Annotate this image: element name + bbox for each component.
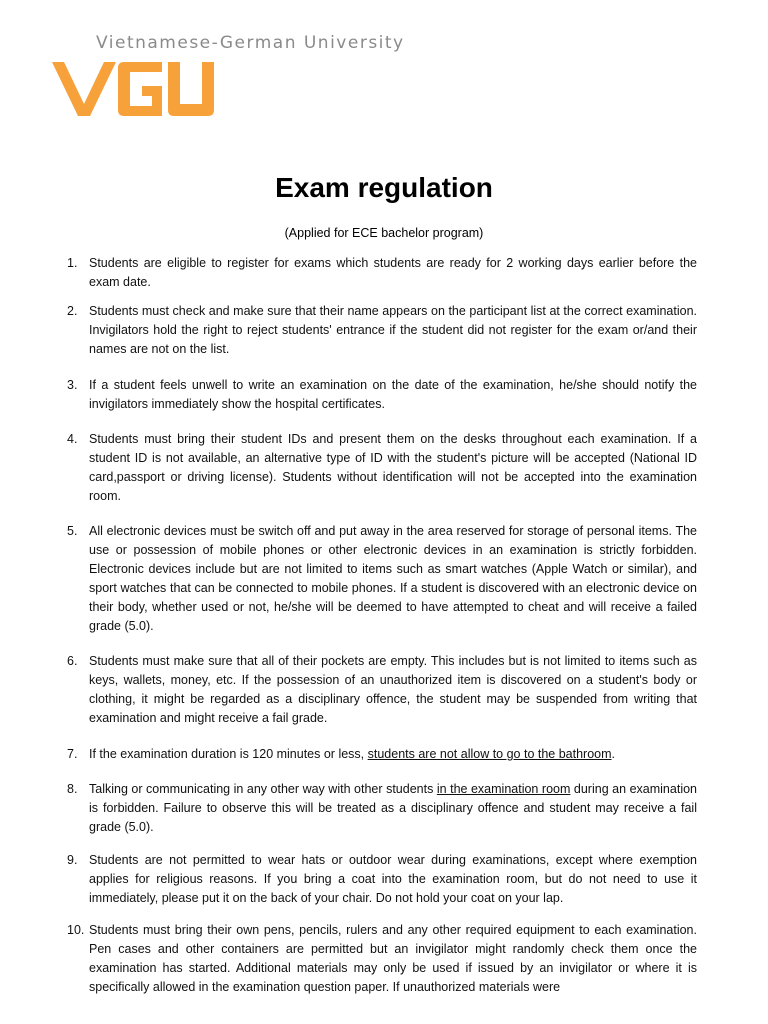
item-text: Students are eligible to register for exams which students are ready for 2 working days earlier before the exam date. <box>89 256 697 289</box>
regulation-item-3 <box>67 376 697 414</box>
university-name: Vietnamese-German University <box>96 33 405 53</box>
item-number: 5. <box>67 524 78 538</box>
item-number: 8. <box>67 782 78 796</box>
item-text: If a student feels unwell to write an examination on the date of the examination, he/she should notify the invigilators immediately show the hospital certificates. <box>89 378 697 411</box>
document-title: Exam regulation <box>275 172 493 203</box>
regulation-item-9 <box>67 851 697 908</box>
regulation-item-5 <box>67 522 697 636</box>
item-number: 9. <box>67 853 78 867</box>
item-text-part: during an examination is forbidden. Failure to observe this will be treated as a disciplinary offence and student may receive a fail grade (5.0). <box>89 782 697 834</box>
item-number: 10. <box>67 923 85 937</box>
item-text: Students are not permitted to wear hats or outdoor wear during examinations, except where exemption applies for religious reasons. If you bring a coat into the examination room, but do not need to use it immediately, please put it on the back of your chair. Do not hold your coat on your lap. <box>89 853 697 905</box>
item-text <box>89 745 697 764</box>
item-text: Students must check and make sure that their name appears on the participant list at the correct examination. Invigilators hold the right to reject students' entrance if the student did not register for the exam or/and their names are not on the list. <box>89 304 697 356</box>
regulation-item-8 <box>67 780 697 837</box>
item-number: 7. <box>67 747 78 761</box>
item-text-part: . <box>611 747 616 761</box>
regulation-item-2 <box>67 302 697 359</box>
vgu-logo <box>50 60 216 118</box>
item-number: 4. <box>67 432 78 446</box>
item-number: 2. <box>67 304 78 318</box>
regulation-item-7 <box>67 745 697 764</box>
regulation-item-1 <box>67 254 697 292</box>
document-subtitle: (Applied for ECE bachelor program) <box>284 226 484 240</box>
item-number: 6. <box>67 654 78 668</box>
underlined-emphasis: in the examination room <box>436 782 571 796</box>
item-text: Students must make sure that all of their pockets are empty. This includes but is not limited to items such as keys, wallets, money, etc. If the possession of an unauthorized item is discovered on a student's body or clothing, it might be regarded as a disciplinary offence, the student may be suspended from writing that examination and might receive a fail grade. <box>89 654 697 725</box>
item-text: Students must bring their own pens, pencils, rulers and any other required equipment to each examination. Pen cases and other containers are permitted but an invigilator might randomly check them once the examination has started. Additional materials may only be used if issued by an invigilator or where it is specifically allowed in the examination question paper. If unauthorized materials were <box>89 923 697 994</box>
regulation-item-4 <box>67 430 697 506</box>
regulation-item-6 <box>67 652 697 728</box>
item-text: All electronic devices must be switch off and put away in the area reserved for storage of personal items. The use or possession of mobile phones or other electronic devices in an examination is strictly forbidden. Electronic devices include but are not limited to items such as smart watches (Apple Watch or similar), and sport watches that can be connected to mobile phones. If a student is discovered with an electronic device on their body, whether used or not, he/she will be deemed to have attempted to cheat and will receive a failed grade (5.0). <box>89 524 697 633</box>
underlined-emphasis: students are not allow to go to the bathroom <box>367 747 612 761</box>
item-text-part: If the examination duration is 120 minutes or less, <box>89 747 368 761</box>
item-text: Students must bring their student IDs and present them on the desks throughout each examination. If a student ID is not available, an alternative type of ID with the student's picture will be accepted (National ID card,passport or driving license). Students without identification will not be accepted into the examination room. <box>89 432 697 503</box>
item-text-part: Talking or communicating in any other way with other students <box>89 782 437 796</box>
item-number: 1. <box>67 256 78 270</box>
item-text <box>89 780 697 837</box>
item-number: 3. <box>67 378 78 392</box>
regulation-item-10 <box>67 921 697 997</box>
